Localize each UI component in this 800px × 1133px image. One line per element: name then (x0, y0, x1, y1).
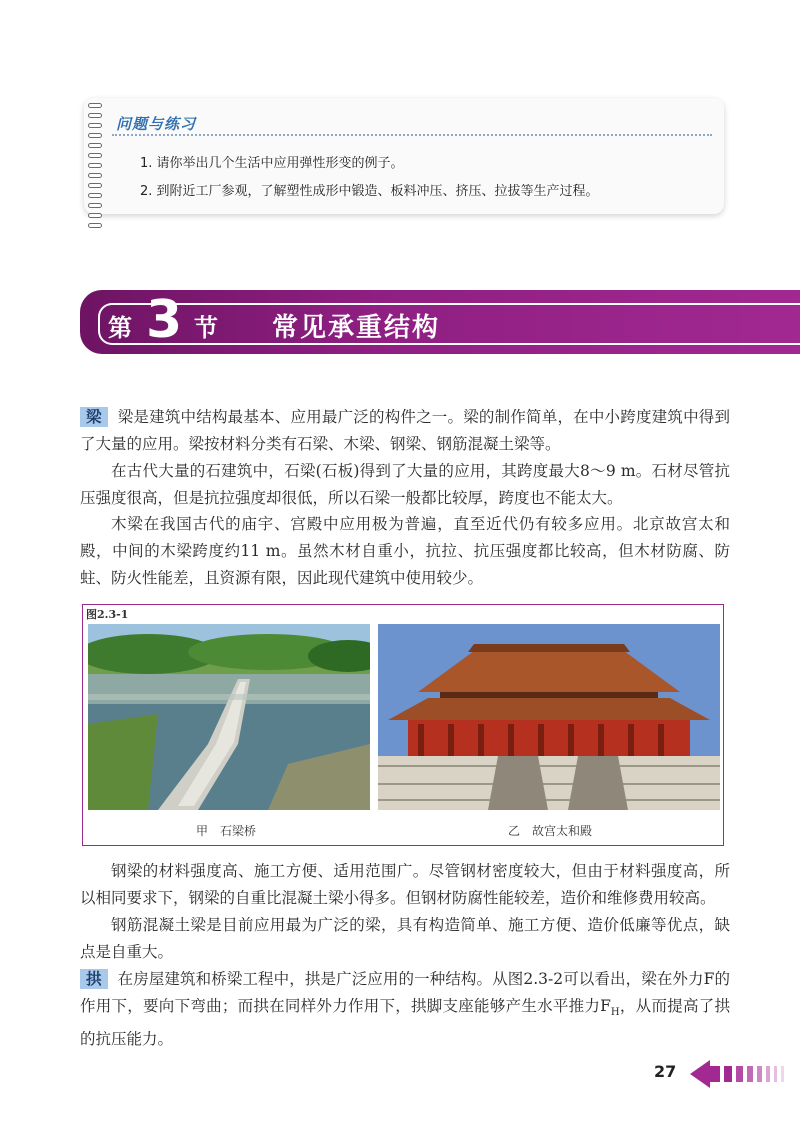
section-title: 常见承重结构 (272, 313, 441, 343)
paragraph-arch (80, 966, 730, 1053)
page-number: 27 (654, 1062, 677, 1081)
paragraph-beam-intro (80, 404, 730, 458)
taihe-hall-illustration (378, 624, 720, 810)
section-prefix: 第 (108, 314, 132, 342)
caption-stone-bridge: 甲 石梁桥 (196, 824, 257, 838)
keyword-beam: 梁 (80, 407, 108, 427)
photo-taihe-hall (378, 624, 720, 810)
subscript-h: H (610, 1007, 620, 1019)
keyword-arch: 拱 (80, 969, 108, 989)
paragraph-text: 梁是建筑中结构最基本、应用最广泛的构件之一。梁的制作简单，在中小跨度建筑中得到了大量的应用。梁按材料分类有石梁、木梁、钢梁、钢筋混凝土梁等。 (80, 408, 730, 453)
caption-taihe-hall: 乙 故宫太和殿 (508, 824, 593, 838)
stone-bridge-illustration (88, 624, 370, 810)
section-suffix: 节 (194, 314, 218, 342)
exercise-item: 2. 到附近工厂参观，了解塑性成形中锻造、板料冲压、挤压、拉拔等生产过程。 (140, 184, 599, 199)
page-arrow-icon (690, 1058, 800, 1090)
figure-label: 图2.3-1 (86, 608, 129, 621)
paragraph-text: 在房屋建筑和桥梁工程中，拱是广泛应用的一种结构。从图2.3-2可以看出，梁在外力F的作用下，要向下弯曲；而拱在同样外力作用下，拱脚支座能够产生水平推力F (80, 970, 730, 1015)
photo-stone-bridge (88, 624, 370, 810)
exercise-item: 1. 请你举出几个生活中应用弹性形变的例子。 (140, 156, 404, 171)
paragraph-concrete-beam: 钢筋混凝土梁是目前应用最为广泛的梁，具有构造简单、施工方便、造价低廉等优点，缺点是自重大。 (80, 916, 730, 961)
spiral-binding-icon (88, 98, 102, 214)
paragraph-wood-beam: 木梁在我国古代的庙宇、宫殿中应用极为普遍，直至近代仍有较多应用。北京故宫太和殿，中间的木梁跨度约11 m。虽然木材自重小，抗拉、抗压强度都比较高，但木材防腐、防蛀、防火性能差，且资源有限，因此现代建筑中使用较少。 (80, 515, 730, 587)
paragraph-text: ，从而提高了拱的抗压能力。 (80, 997, 730, 1049)
exercise-divider (112, 134, 712, 136)
paragraph-stone-beam: 在古代大量的石建筑中，石梁(石板)得到了大量的应用，其跨度最大8～9 m。石材尽管抗压强度很高，但是抗拉强度却很低，所以石梁一般都比较厚，跨度也不能太大。 (80, 462, 730, 507)
exercise-title: 问题与练习 (116, 115, 197, 133)
paragraph-steel-beam: 钢梁的材料强度高、施工方便、适用范围广。尽管钢材密度较大，但由于材料强度高，所以相同要求下，钢梁的自重比混凝土梁小得多。但钢材防腐性能较差，造价和维修费用较高。 (80, 862, 730, 907)
section-number: 3 (146, 290, 183, 350)
